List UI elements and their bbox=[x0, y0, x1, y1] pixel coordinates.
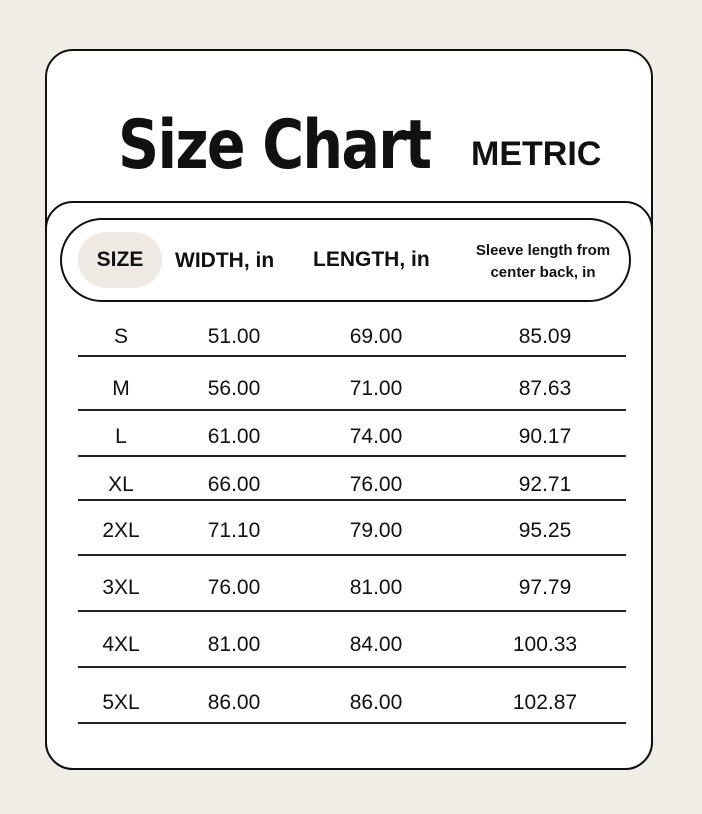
cell-sleeve: 90.17 bbox=[518, 425, 572, 448]
cell-sleeve: 95.25 bbox=[518, 519, 572, 542]
cell-size: M bbox=[112, 377, 130, 400]
table-row bbox=[0, 519, 702, 559]
cell-width: 61.00 bbox=[207, 425, 261, 448]
cell-sleeve: 97.79 bbox=[518, 576, 572, 599]
row-divider bbox=[78, 455, 626, 457]
cell-length: 79.00 bbox=[349, 519, 403, 542]
row-divider bbox=[78, 409, 626, 411]
cell-length: 84.00 bbox=[349, 633, 403, 656]
cell-size: L bbox=[115, 425, 127, 448]
cell-length: 76.00 bbox=[349, 473, 403, 496]
header-size: SIZE bbox=[78, 232, 162, 288]
row-divider bbox=[78, 554, 626, 556]
cell-width: 81.00 bbox=[207, 633, 261, 656]
table-row bbox=[0, 473, 702, 513]
cell-width: 76.00 bbox=[207, 576, 261, 599]
cell-sleeve: 87.63 bbox=[518, 377, 572, 400]
header-sleeve: Sleeve length from center back, in bbox=[475, 242, 611, 281]
cell-length: 74.00 bbox=[349, 425, 403, 448]
row-divider bbox=[78, 722, 626, 724]
cell-size: S bbox=[113, 325, 128, 348]
cell-width: 51.00 bbox=[207, 325, 261, 348]
cell-width: 66.00 bbox=[207, 473, 261, 496]
cell-size: 5XL bbox=[102, 691, 140, 714]
page-title: Size Chart bbox=[118, 106, 431, 185]
cell-size: 2XL bbox=[102, 519, 140, 542]
row-divider bbox=[78, 666, 626, 668]
cell-size: 3XL bbox=[102, 576, 140, 599]
cell-sleeve: 102.87 bbox=[512, 691, 578, 714]
cell-sleeve: 85.09 bbox=[518, 325, 572, 348]
cell-length: 81.00 bbox=[349, 576, 403, 599]
cell-size: XL bbox=[108, 473, 134, 496]
unit-label: METRIC bbox=[471, 135, 602, 173]
row-divider bbox=[78, 499, 626, 501]
cell-width: 86.00 bbox=[207, 691, 261, 714]
row-divider bbox=[78, 355, 626, 357]
cell-size: 4XL bbox=[102, 633, 140, 656]
table-row bbox=[0, 325, 702, 365]
table-row bbox=[0, 691, 702, 731]
cell-sleeve: 100.33 bbox=[512, 633, 578, 656]
row-divider bbox=[78, 610, 626, 612]
header-width: WIDTH, in bbox=[175, 249, 275, 272]
cell-length: 86.00 bbox=[349, 691, 403, 714]
cell-length: 69.00 bbox=[349, 325, 403, 348]
table-row bbox=[0, 425, 702, 465]
header-length: LENGTH, in bbox=[313, 248, 430, 271]
cell-length: 71.00 bbox=[349, 377, 403, 400]
table-row bbox=[0, 377, 702, 417]
cell-width: 56.00 bbox=[207, 377, 261, 400]
cell-width: 71.10 bbox=[207, 519, 261, 542]
cell-sleeve: 92.71 bbox=[518, 473, 572, 496]
